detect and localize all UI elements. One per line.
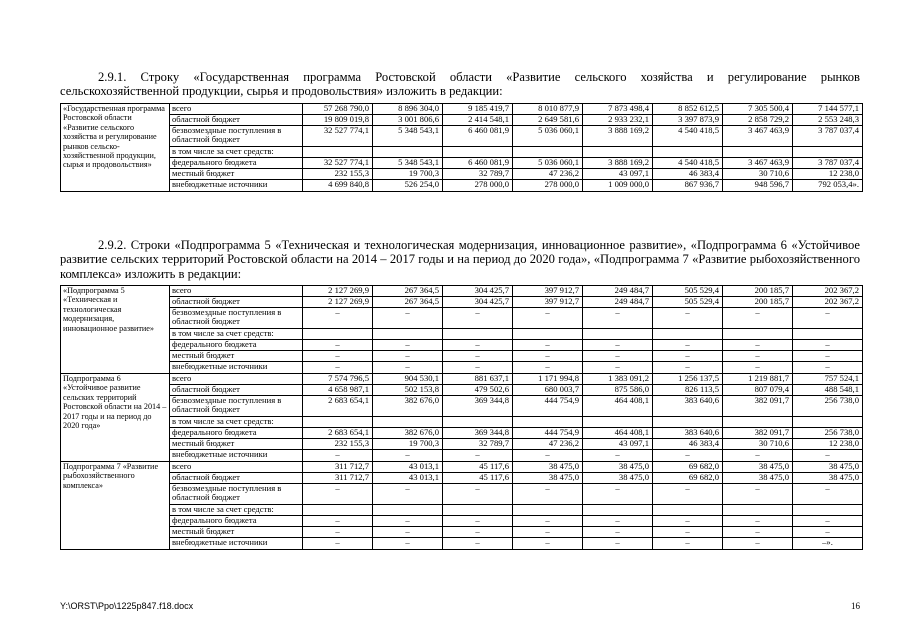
value-cell: 1 383 091,2: [583, 374, 653, 385]
table-row: [61, 439, 863, 450]
value-cell: 3 787 037,4: [793, 158, 863, 169]
row-label: внебюджетные источники: [170, 538, 303, 550]
value-cell: –: [513, 450, 583, 462]
table-row: [61, 538, 863, 550]
row-label: в том числе за счет средств:: [170, 147, 303, 158]
row-label: в том числе за счет средств:: [170, 417, 303, 428]
value-cell: –: [443, 362, 513, 374]
value-cell: 867 936,7: [653, 180, 723, 192]
value-cell: –: [723, 450, 793, 462]
value-cell: [723, 147, 793, 158]
value-cell: –: [443, 516, 513, 527]
value-cell: 3 467 463,9: [723, 158, 793, 169]
value-cell: 875 586,0: [583, 385, 653, 396]
row-label: местный бюджет: [170, 439, 303, 450]
value-cell: 19 700,3: [373, 439, 443, 450]
value-cell: –: [513, 308, 583, 329]
value-cell: –: [793, 484, 863, 505]
value-cell: 369 344,8: [443, 396, 513, 417]
row-label: безвозмездные поступления в областной бюджет: [170, 484, 303, 505]
value-cell: –: [303, 351, 373, 362]
value-cell: 30 710,6: [723, 439, 793, 450]
value-cell: –: [793, 351, 863, 362]
table-row: [61, 329, 863, 340]
value-cell: [793, 147, 863, 158]
value-cell: 464 408,1: [583, 428, 653, 439]
table-row: [61, 158, 863, 169]
row-label: федерального бюджета: [170, 516, 303, 527]
value-cell: 2 127 269,9: [303, 297, 373, 308]
table-row: [61, 450, 863, 462]
value-cell: 3 888 169,2: [583, 126, 653, 147]
value-cell: –: [723, 484, 793, 505]
value-cell: 3 888 169,2: [583, 158, 653, 169]
row-label: областной бюджет: [170, 473, 303, 484]
value-cell: 382 676,0: [373, 396, 443, 417]
value-cell: –: [653, 450, 723, 462]
table-row: [61, 126, 863, 147]
value-cell: –: [513, 527, 583, 538]
value-cell: –: [723, 340, 793, 351]
value-cell: 278 000,0: [513, 180, 583, 192]
row-label: всего: [170, 104, 303, 115]
value-cell: –: [443, 450, 513, 462]
table-row: [61, 104, 863, 115]
value-cell: 249 484,7: [583, 297, 653, 308]
table-row: [61, 147, 863, 158]
value-cell: [443, 505, 513, 516]
value-cell: 5 036 060,1: [513, 158, 583, 169]
value-cell: [303, 329, 373, 340]
value-cell: –: [303, 516, 373, 527]
table-row: [61, 417, 863, 428]
value-cell: 502 153,8: [373, 385, 443, 396]
value-cell: –: [513, 516, 583, 527]
value-cell: –: [653, 484, 723, 505]
subprogram-5-program-name: «Подпрограмма 5 «Техническая и технологическая модернизация, инновационное развитие»: [61, 286, 170, 374]
row-label: местный бюджет: [170, 169, 303, 180]
value-cell: –: [373, 538, 443, 550]
value-cell: 3 467 463,9: [723, 126, 793, 147]
table-row: [61, 340, 863, 351]
value-cell: 19 809 019,8: [303, 115, 373, 126]
value-cell: 38 475,0: [723, 462, 793, 473]
value-cell: 383 640,6: [653, 428, 723, 439]
value-cell: 12 238,0: [793, 169, 863, 180]
table-row: [61, 473, 863, 484]
table-row: [61, 516, 863, 527]
value-cell: –: [583, 484, 653, 505]
value-cell: 32 527 774,1: [303, 126, 373, 147]
value-cell: 43 097,1: [583, 439, 653, 450]
value-cell: 4 699 840,8: [303, 180, 373, 192]
value-cell: 47 236,2: [513, 169, 583, 180]
value-cell: 444 754,9: [513, 396, 583, 417]
value-cell: [793, 505, 863, 516]
value-cell: 19 700,3: [373, 169, 443, 180]
table-row: [61, 428, 863, 439]
paragraph-2-9-1: [60, 70, 860, 99]
value-cell: –: [653, 308, 723, 329]
value-cell: 8 010 877,9: [513, 104, 583, 115]
table-row: [61, 527, 863, 538]
value-cell: –: [513, 484, 583, 505]
value-cell: 43 097,1: [583, 169, 653, 180]
value-cell: –: [373, 362, 443, 374]
table-row: [61, 180, 863, 192]
table-subprograms: [60, 285, 863, 550]
value-cell: –: [723, 538, 793, 550]
row-label: в том числе за счет средств:: [170, 329, 303, 340]
paragraph-2-9-1-text: 2.9.1. Строку «Государственная программа Ростовской области «Развитие сельского хозяйства и регулирование рынков сельскохозяйственной продукции, сырья и продовольствия» изложить в редакции:: [60, 70, 860, 99]
row-label: безвозмездные поступления в областной бюджет: [170, 126, 303, 147]
value-cell: [303, 505, 373, 516]
value-cell: 38 475,0: [793, 473, 863, 484]
value-cell: 7 574 796,5: [303, 374, 373, 385]
value-cell: –: [303, 527, 373, 538]
value-cell: –: [793, 450, 863, 462]
value-cell: 46 383,4: [653, 169, 723, 180]
value-cell: –: [373, 516, 443, 527]
table-row: [61, 297, 863, 308]
value-cell: 45 117,6: [443, 462, 513, 473]
value-cell: 46 383,4: [653, 439, 723, 450]
value-cell: [513, 505, 583, 516]
value-cell: 38 475,0: [723, 473, 793, 484]
value-cell: –: [653, 362, 723, 374]
value-cell: 38 475,0: [793, 462, 863, 473]
value-cell: 43 013,1: [373, 462, 443, 473]
value-cell: [653, 417, 723, 428]
paragraph-2-9-2: [60, 238, 860, 281]
value-cell: –: [443, 527, 513, 538]
row-label: федерального бюджета: [170, 158, 303, 169]
value-cell: [443, 147, 513, 158]
value-cell: 69 682,0: [653, 473, 723, 484]
value-cell: 526 254,0: [373, 180, 443, 192]
value-cell: 47 236,2: [513, 439, 583, 450]
value-cell: 267 364,5: [373, 286, 443, 297]
value-cell: 256 738,0: [793, 396, 863, 417]
value-cell: –: [583, 308, 653, 329]
value-cell: –: [723, 516, 793, 527]
value-cell: [653, 505, 723, 516]
value-cell: [723, 417, 793, 428]
value-cell: –: [723, 351, 793, 362]
row-label: безвозмездные поступления в областной бюджет: [170, 396, 303, 417]
value-cell: 680 003,7: [513, 385, 583, 396]
row-label: внебюджетные источники: [170, 450, 303, 462]
value-cell: 2 933 232,1: [583, 115, 653, 126]
value-cell: –: [653, 516, 723, 527]
value-cell: –: [583, 538, 653, 550]
value-cell: 826 113,5: [653, 385, 723, 396]
value-cell: 249 484,7: [583, 286, 653, 297]
table-row: [61, 351, 863, 362]
value-cell: 382 676,0: [373, 428, 443, 439]
row-label: внебюджетные источники: [170, 180, 303, 192]
value-cell: 505 529,4: [653, 297, 723, 308]
value-cell: 792 053,4».: [793, 180, 863, 192]
value-cell: [303, 147, 373, 158]
value-cell: 278 000,0: [443, 180, 513, 192]
row-label: областной бюджет: [170, 297, 303, 308]
value-cell: 4 658 987,1: [303, 385, 373, 396]
table-row: [61, 484, 863, 505]
row-label: федерального бюджета: [170, 428, 303, 439]
value-cell: 9 185 419,7: [443, 104, 513, 115]
footer-file-path: Y:\ORST\Ppo\1225p847.f18.docx: [60, 601, 194, 611]
value-cell: –: [583, 450, 653, 462]
row-label: местный бюджет: [170, 527, 303, 538]
value-cell: 2 414 548,1: [443, 115, 513, 126]
value-cell: [513, 329, 583, 340]
value-cell: 6 460 081,9: [443, 158, 513, 169]
value-cell: –: [583, 340, 653, 351]
value-cell: 38 475,0: [583, 462, 653, 473]
table-row: [61, 286, 863, 297]
table-row: [61, 374, 863, 385]
table-row: [61, 396, 863, 417]
value-cell: –: [793, 340, 863, 351]
value-cell: 2 683 654,1: [303, 396, 373, 417]
value-cell: 8 896 304,0: [373, 104, 443, 115]
value-cell: [723, 505, 793, 516]
table-row: [61, 115, 863, 126]
value-cell: –: [653, 351, 723, 362]
value-cell: –: [723, 308, 793, 329]
value-cell: 904 530,1: [373, 374, 443, 385]
table-state-program: [60, 103, 863, 192]
value-cell: 202 367,2: [793, 297, 863, 308]
value-cell: 948 596,7: [723, 180, 793, 192]
row-label: внебюджетные источники: [170, 362, 303, 374]
value-cell: 881 637,1: [443, 374, 513, 385]
value-cell: 32 527 774,1: [303, 158, 373, 169]
value-cell: 200 185,7: [723, 297, 793, 308]
value-cell: –: [793, 527, 863, 538]
row-label: федерального бюджета: [170, 340, 303, 351]
row-label: местный бюджет: [170, 351, 303, 362]
value-cell: 505 529,4: [653, 286, 723, 297]
table1-program-name: «Государственная программа Ростовской области «Развитие сельского хозяйства и регулирование рынков сельско-хозяйственной продукции, сырья и продовольствия»: [61, 104, 170, 192]
value-cell: 4 540 418,5: [653, 126, 723, 147]
value-cell: 304 425,7: [443, 286, 513, 297]
value-cell: –: [303, 484, 373, 505]
table-row: [61, 462, 863, 473]
paragraph-2-9-2-text: 2.9.2. Строки «Подпрограмма 5 «Техническая и технологическая модернизация, инновационное развитие», «Подпрограмма 6 «Устойчивое развитие сельских территорий Ростовской области на 2014 – 2017 годы и на период до 2020 года», «Подпрограмма 7 «Развитие рыбохозяйственного комплекса» изложить в редакции:: [60, 238, 860, 281]
value-cell: [793, 329, 863, 340]
row-label: областной бюджет: [170, 115, 303, 126]
value-cell: –: [653, 538, 723, 550]
value-cell: –: [723, 362, 793, 374]
value-cell: 3 397 873,9: [653, 115, 723, 126]
value-cell: [723, 329, 793, 340]
value-cell: 311 712,7: [303, 473, 373, 484]
value-cell: 38 475,0: [513, 473, 583, 484]
value-cell: 5 036 060,1: [513, 126, 583, 147]
value-cell: 232 155,3: [303, 439, 373, 450]
value-cell: –: [443, 340, 513, 351]
value-cell: 4 540 418,5: [653, 158, 723, 169]
value-cell: [793, 417, 863, 428]
value-cell: 397 912,7: [513, 286, 583, 297]
value-cell: 6 460 081,9: [443, 126, 513, 147]
value-cell: –: [303, 340, 373, 351]
value-cell: –: [303, 362, 373, 374]
subprogram-7-program-name: Подпрограмма 7 «Развитие рыбохозяйственного комплекса»: [61, 462, 170, 550]
value-cell: 757 524,1: [793, 374, 863, 385]
value-cell: 45 117,6: [443, 473, 513, 484]
value-cell: [303, 417, 373, 428]
value-cell: 383 640,6: [653, 396, 723, 417]
value-cell: –: [443, 351, 513, 362]
value-cell: 43 013,1: [373, 473, 443, 484]
value-cell: [373, 147, 443, 158]
value-cell: –: [793, 308, 863, 329]
table-row: [61, 385, 863, 396]
table-row: [61, 505, 863, 516]
value-cell: –: [373, 484, 443, 505]
value-cell: 397 912,7: [513, 297, 583, 308]
value-cell: –: [373, 450, 443, 462]
subprogram-6-program-name: Подпрограмма 6 «Устойчивое развитие сельских территорий Ростовской области на 2014 – 2017 годы и на период до 2020 года»: [61, 374, 170, 462]
value-cell: –: [513, 351, 583, 362]
value-cell: 2 683 654,1: [303, 428, 373, 439]
value-cell: 444 754,9: [513, 428, 583, 439]
value-cell: –: [373, 340, 443, 351]
value-cell: 30 710,6: [723, 169, 793, 180]
value-cell: 304 425,7: [443, 297, 513, 308]
value-cell: 1 171 994,8: [513, 374, 583, 385]
value-cell: –: [443, 484, 513, 505]
value-cell: –: [793, 362, 863, 374]
value-cell: –: [443, 308, 513, 329]
value-cell: 38 475,0: [513, 462, 583, 473]
value-cell: 32 789,7: [443, 169, 513, 180]
value-cell: –: [513, 362, 583, 374]
value-cell: [583, 329, 653, 340]
row-label: безвозмездные поступления в областной бюджет: [170, 308, 303, 329]
value-cell: [583, 417, 653, 428]
value-cell: –: [373, 527, 443, 538]
value-cell: –: [583, 351, 653, 362]
value-cell: –: [373, 351, 443, 362]
row-label: всего: [170, 462, 303, 473]
value-cell: 311 712,7: [303, 462, 373, 473]
value-cell: 382 091,7: [723, 428, 793, 439]
value-cell: [653, 147, 723, 158]
value-cell: [443, 329, 513, 340]
value-cell: 2 649 581,6: [513, 115, 583, 126]
value-cell: 3 787 037,4: [793, 126, 863, 147]
value-cell: 202 367,2: [793, 286, 863, 297]
value-cell: [373, 417, 443, 428]
value-cell: –: [583, 516, 653, 527]
value-cell: 2 858 729,2: [723, 115, 793, 126]
value-cell: 369 344,8: [443, 428, 513, 439]
value-cell: 32 789,7: [443, 439, 513, 450]
value-cell: –: [443, 538, 513, 550]
value-cell: 382 091,7: [723, 396, 793, 417]
value-cell: 1 009 000,0: [583, 180, 653, 192]
value-cell: –: [303, 538, 373, 550]
value-cell: –: [583, 527, 653, 538]
value-cell: [583, 505, 653, 516]
row-label: в том числе за счет средств:: [170, 505, 303, 516]
value-cell: 3 001 806,6: [373, 115, 443, 126]
value-cell: 2 553 248,3: [793, 115, 863, 126]
value-cell: 267 364,5: [373, 297, 443, 308]
value-cell: –: [583, 362, 653, 374]
value-cell: 12 238,0: [793, 439, 863, 450]
value-cell: [443, 417, 513, 428]
table-row: [61, 362, 863, 374]
value-cell: 256 738,0: [793, 428, 863, 439]
value-cell: –».: [793, 538, 863, 550]
value-cell: [513, 417, 583, 428]
value-cell: 7 144 577,1: [793, 104, 863, 115]
value-cell: 2 127 269,9: [303, 286, 373, 297]
page-number: 16: [851, 601, 860, 611]
value-cell: –: [723, 527, 793, 538]
value-cell: [373, 505, 443, 516]
row-label: областной бюджет: [170, 385, 303, 396]
row-label: всего: [170, 286, 303, 297]
value-cell: [653, 329, 723, 340]
table-row: [61, 169, 863, 180]
value-cell: 807 079,4: [723, 385, 793, 396]
value-cell: 232 155,3: [303, 169, 373, 180]
value-cell: –: [373, 308, 443, 329]
value-cell: 1 219 881,7: [723, 374, 793, 385]
value-cell: 200 185,7: [723, 286, 793, 297]
value-cell: 488 548,1: [793, 385, 863, 396]
value-cell: 479 502,6: [443, 385, 513, 396]
value-cell: 1 256 137,5: [653, 374, 723, 385]
value-cell: –: [513, 538, 583, 550]
value-cell: 69 682,0: [653, 462, 723, 473]
value-cell: 38 475,0: [583, 473, 653, 484]
value-cell: [373, 329, 443, 340]
value-cell: 5 348 543,1: [373, 126, 443, 147]
value-cell: –: [653, 527, 723, 538]
value-cell: –: [303, 450, 373, 462]
value-cell: –: [513, 340, 583, 351]
value-cell: –: [653, 340, 723, 351]
value-cell: 8 852 612,5: [653, 104, 723, 115]
value-cell: 57 268 790,0: [303, 104, 373, 115]
value-cell: –: [303, 308, 373, 329]
value-cell: [583, 147, 653, 158]
value-cell: 7 305 500,4: [723, 104, 793, 115]
value-cell: 5 348 543,1: [373, 158, 443, 169]
table-row: [61, 308, 863, 329]
row-label: всего: [170, 374, 303, 385]
value-cell: 464 408,1: [583, 396, 653, 417]
value-cell: [513, 147, 583, 158]
value-cell: 7 873 498,4: [583, 104, 653, 115]
value-cell: –: [793, 516, 863, 527]
